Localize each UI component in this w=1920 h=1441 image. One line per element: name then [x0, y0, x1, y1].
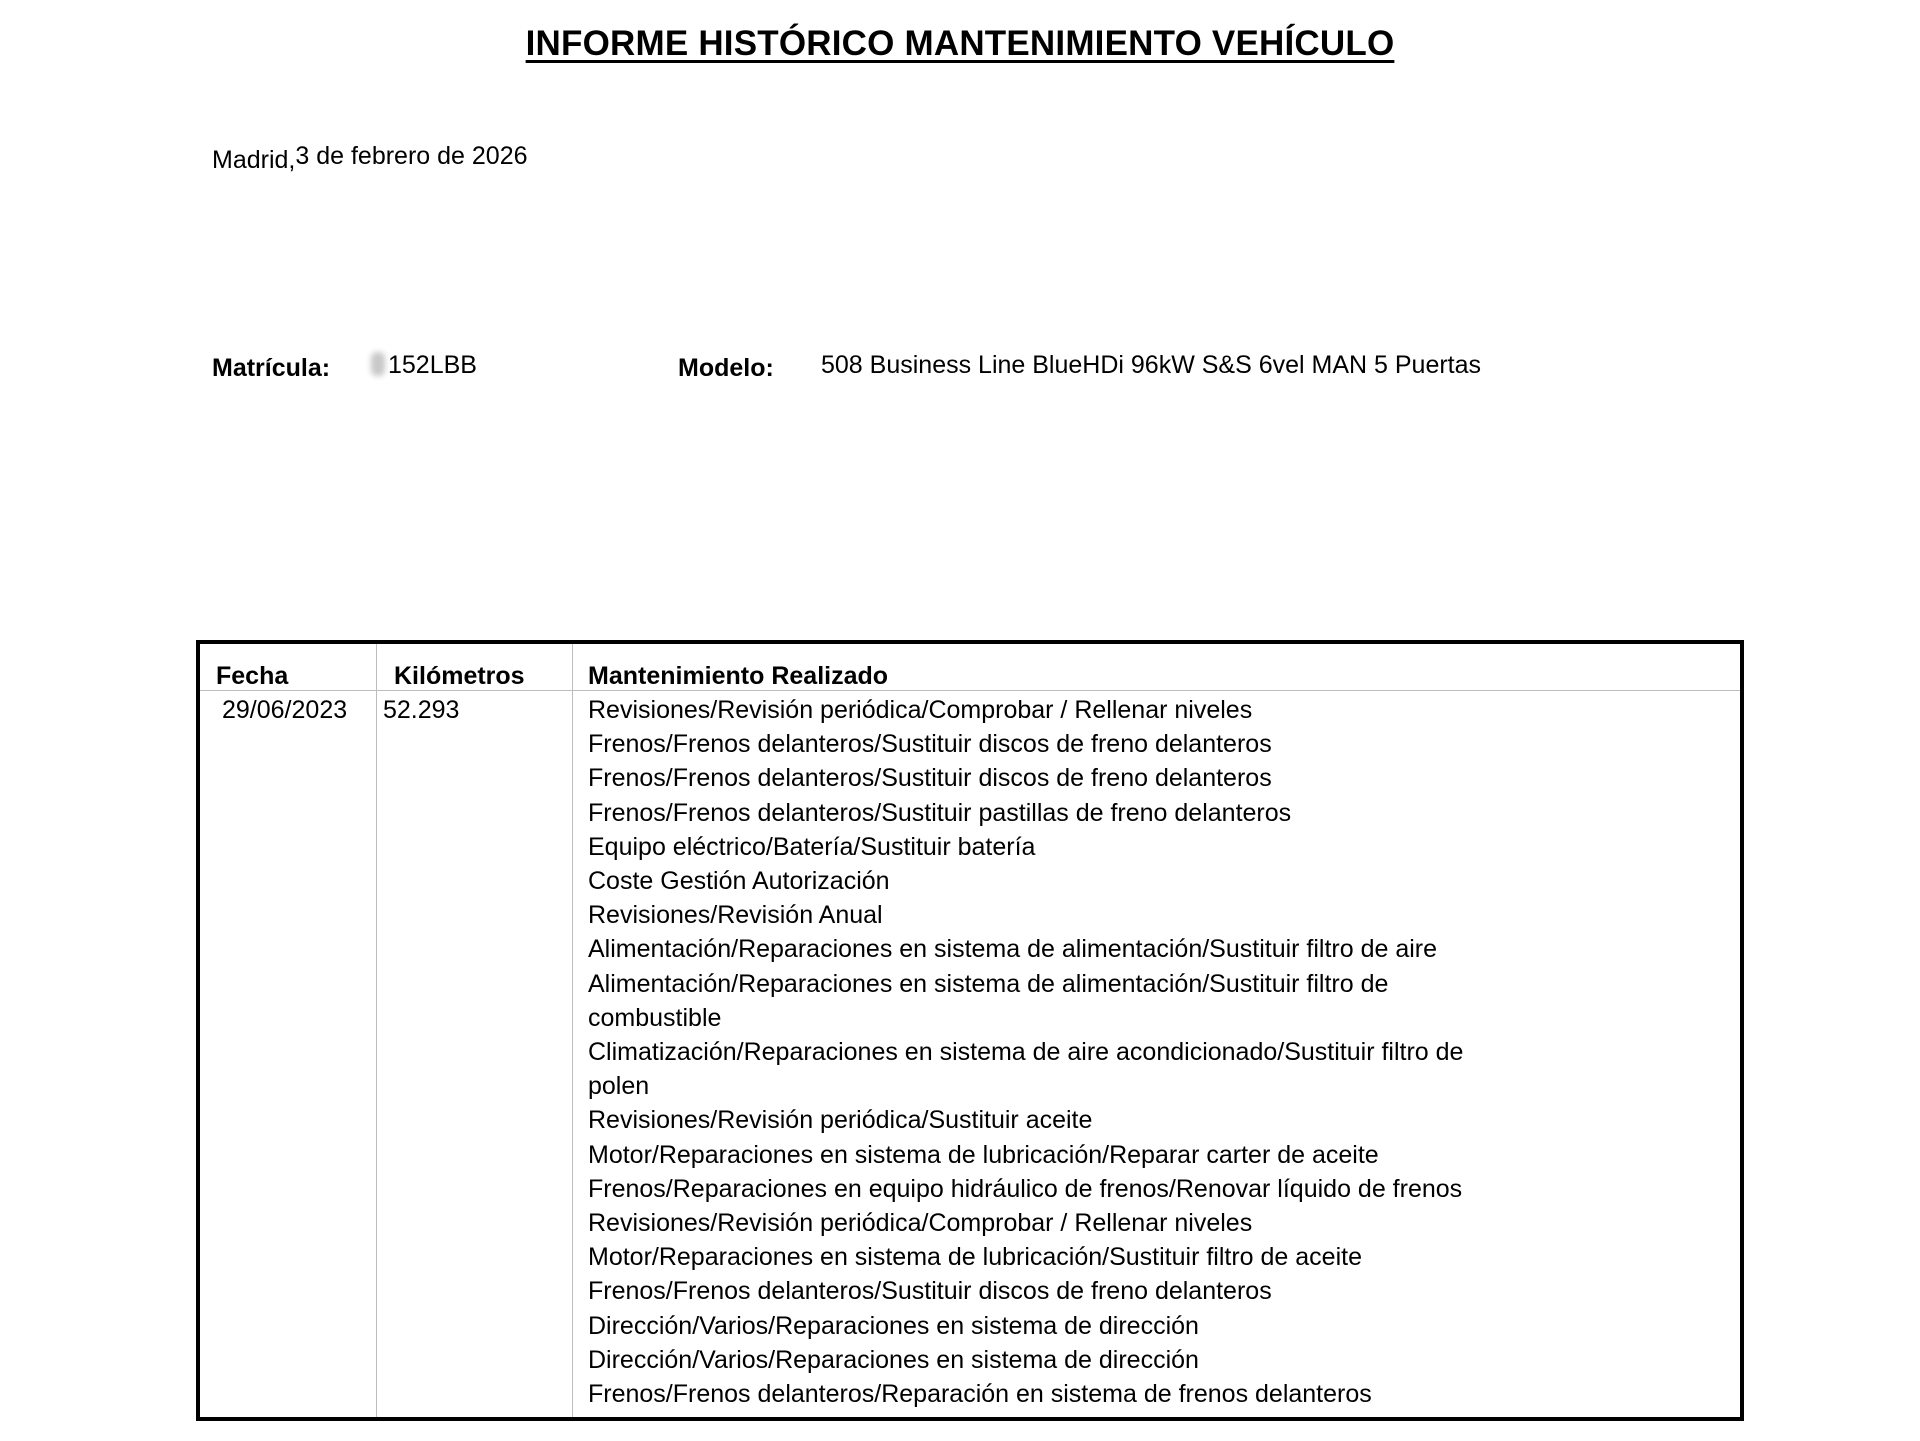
maintenance-item: Revisiones/Revisión periódica/Comprobar / Rellenar niveles: [588, 1209, 1253, 1238]
maintenance-item: Alimentación/Reparaciones en sistema de alimentación/Sustituir filtro de: [588, 969, 1389, 998]
row-km: 52.293: [383, 696, 460, 724]
plate-value: 152LBB: [388, 351, 477, 379]
maintenance-item: Revisiones/Revisión periódica/Sustituir aceite: [588, 1106, 1093, 1135]
maintenance-item: Frenos/Reparaciones en equipo hidráulico de frenos/Renovar líquido de frenos: [588, 1174, 1463, 1203]
maintenance-list: [588, 693, 1463, 1411]
maintenance-item: Dirección/Varios/Reparaciones en sistema de dirección: [588, 1311, 1199, 1340]
report-place: Madrid,: [212, 146, 296, 174]
maintenance-item: Equipo eléctrico/Batería/Sustituir batería: [588, 832, 1036, 861]
maintenance-item: Revisiones/Revisión periódica/Comprobar / Rellenar niveles: [588, 696, 1253, 724]
model-value: 508 Business Line BlueHDi 96kW S&S 6vel MAN 5 Puertas: [821, 351, 1482, 379]
maintenance-item: Revisiones/Revisión Anual: [588, 901, 883, 930]
maintenance-item: Alimentación/Reparaciones en sistema de alimentación/Sustituir filtro de aire: [588, 935, 1438, 964]
redacted-plate-prefix: [371, 352, 385, 376]
row-date: 29/06/2023: [222, 696, 348, 724]
plate-label: Matrícula:: [212, 354, 331, 382]
header-date: Fecha: [216, 662, 289, 690]
maintenance-item: Frenos/Frenos delanteros/Reparación en sistema de frenos delanteros: [588, 1380, 1372, 1409]
maintenance-item: Frenos/Frenos delanteros/Sustituir pastillas de freno delanteros: [588, 798, 1292, 827]
column-separator: [376, 644, 377, 1417]
maintenance-item: Climatización/Reparaciones en sistema de aire acondicionado/Sustituir filtro de: [588, 1038, 1464, 1067]
maintenance-table: [196, 640, 1744, 1421]
place-date: [212, 142, 528, 174]
maintenance-item: Motor/Reparaciones en sistema de lubricación/Reparar carter de aceite: [588, 1140, 1379, 1169]
maintenance-item: Frenos/Frenos delanteros/Sustituir discos de freno delanteros: [588, 1277, 1272, 1306]
header-km: Kilómetros: [394, 662, 525, 690]
column-separator: [572, 644, 573, 1417]
model-label: Modelo:: [678, 354, 774, 382]
report-date: 3 de febrero de 2026: [295, 142, 528, 170]
maintenance-item: Coste Gestión Autorización: [588, 867, 890, 896]
maintenance-item: polen: [588, 1072, 650, 1101]
maintenance-item: Frenos/Frenos delanteros/Sustituir discos de freno delanteros: [588, 764, 1272, 793]
header-maintenance: Mantenimiento Realizado: [588, 662, 889, 690]
maintenance-item: Frenos/Frenos delanteros/Sustituir discos de freno delanteros: [588, 730, 1272, 759]
report-title: INFORME HISTÓRICO MANTENIMIENTO VEHÍCULO: [525, 24, 1395, 63]
maintenance-item: combustible: [588, 1003, 722, 1032]
maintenance-item: Motor/Reparaciones en sistema de lubricación/Sustituir filtro de aceite: [588, 1243, 1362, 1272]
maintenance-item: Dirección/Varios/Reparaciones en sistema de dirección: [588, 1345, 1199, 1374]
